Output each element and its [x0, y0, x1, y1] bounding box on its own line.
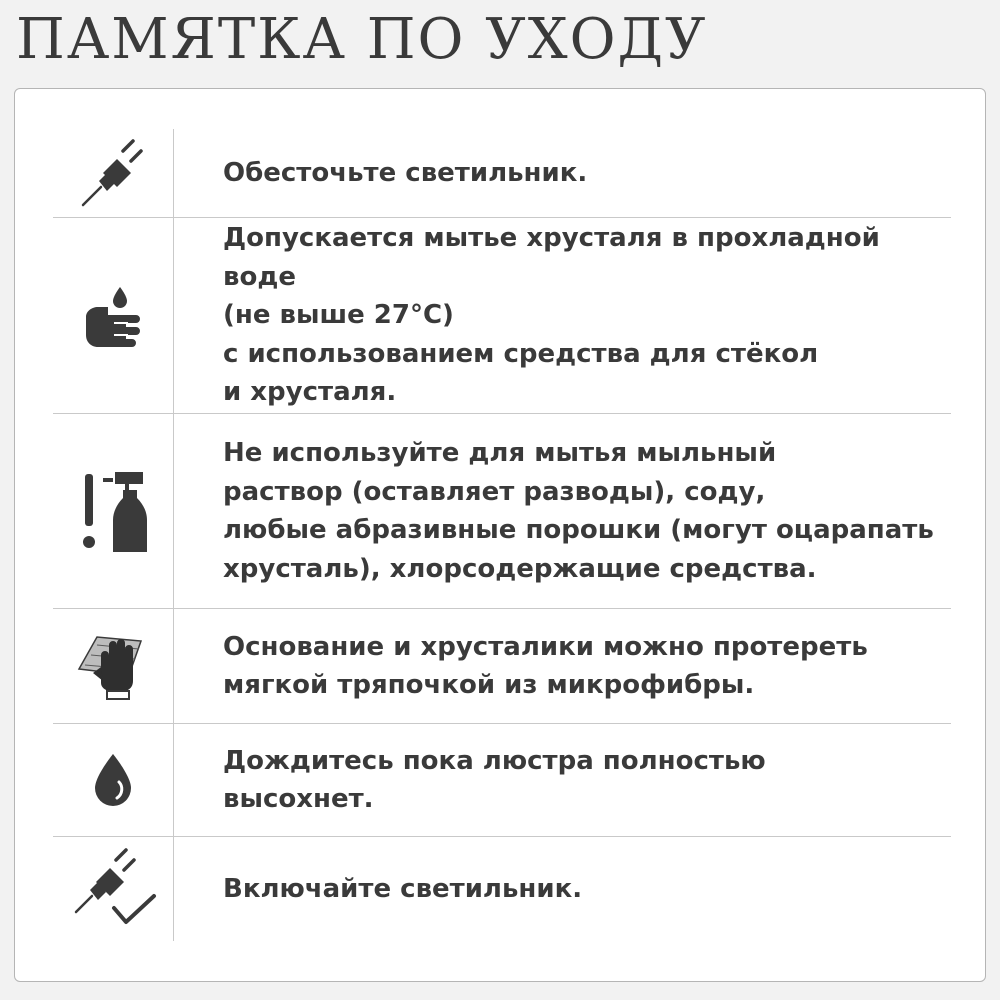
unplug-icon [53, 129, 173, 217]
step-text: Обесточьте светильник. [223, 157, 588, 188]
page-title: ПАМЯТКА ПО УХОДУ [16, 7, 708, 72]
warning-spray-bottle-icon [53, 414, 173, 608]
step-row-washing [53, 218, 951, 414]
step-row-warnings [53, 414, 951, 609]
water-drop-icon [53, 724, 173, 836]
step-row-unplug [53, 129, 951, 218]
step-text: Включайте светильник. [223, 873, 583, 904]
step-text: Дождитесь пока люстра полностью высохнет. [223, 745, 766, 814]
care-instructions-card [14, 88, 986, 982]
step-row-dry [53, 724, 951, 837]
step-text: Допускается мытье хрусталя в прохладной воде (не выше 27°С) с использованием средства для стёкол и хрусталя. [223, 223, 880, 408]
step-text: Не используйте для мытья мыльный раствор (оставляет разводы), соду, любые абразивные порошки (могут оцарапать хрусталь), хлорсодержащие средства. [223, 438, 934, 584]
plug-in-check-icon [53, 837, 173, 941]
step-row-plug-in [53, 837, 951, 941]
hand-with-water-drop-icon [53, 218, 173, 413]
glove-cloth-icon [53, 609, 173, 723]
step-text: Основание и хрусталики можно протереть мягкой тряпочкой из микрофибры. [223, 631, 868, 700]
step-row-wipe [53, 609, 951, 724]
